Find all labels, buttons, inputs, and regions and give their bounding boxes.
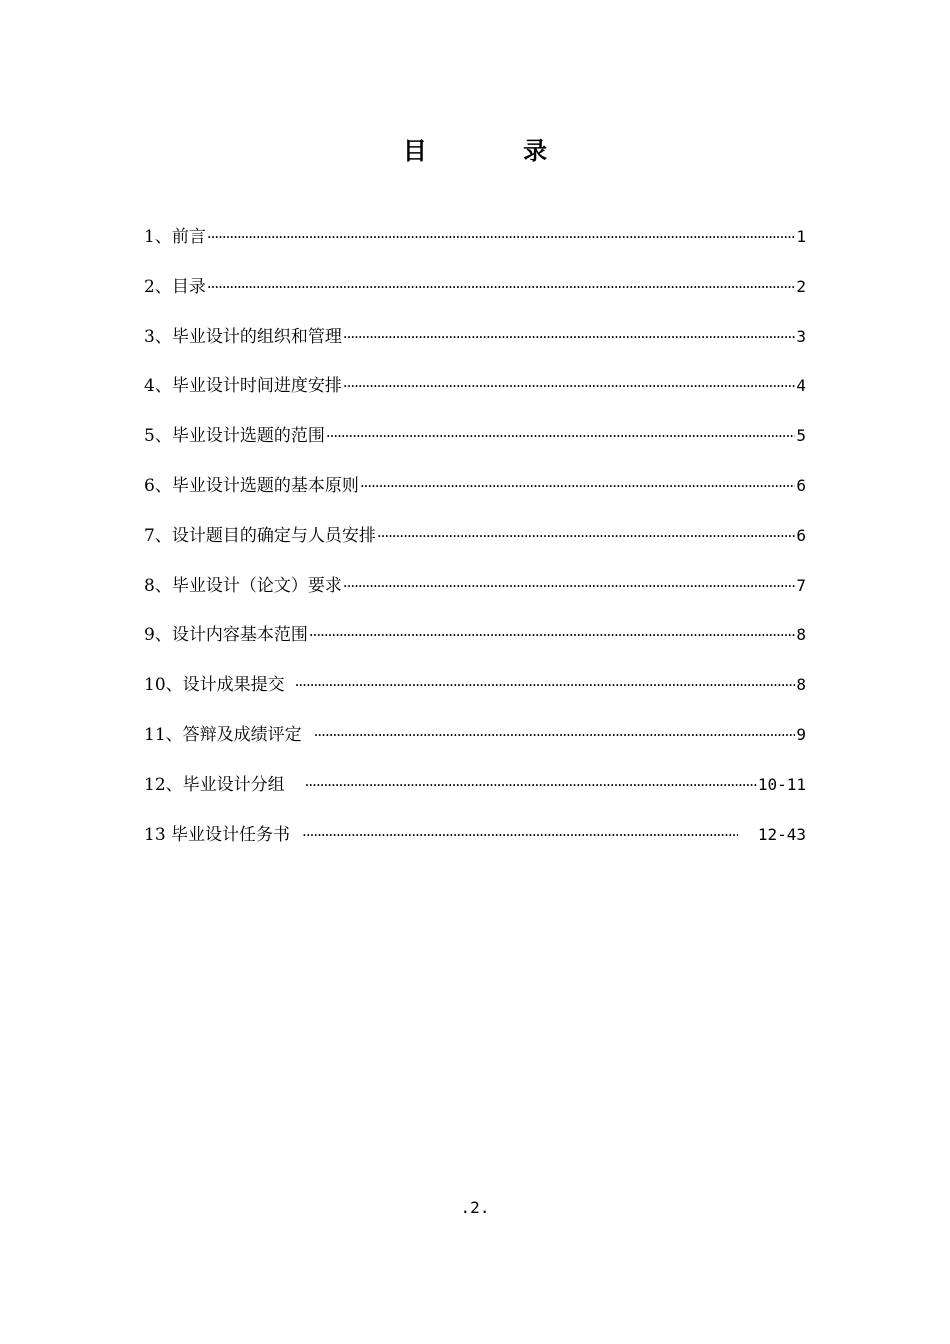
toc-entry-label: 7、设计题目的确定与人员安排 [144,525,376,546]
toc-entry-page: 6 [796,525,806,545]
toc-entry-label: 10、设计成果提交 [144,675,285,696]
toc-entry-label: 4、毕业设计时间进度安排 [144,376,342,397]
toc-entry-label: 9、设计内容基本范围 [144,625,308,646]
toc-entry[interactable] [144,274,806,324]
toc-leader-dots [207,224,796,250]
toc-leader-dots [207,274,796,300]
toc-entry[interactable] [144,423,806,473]
toc-entry[interactable] [144,373,806,423]
toc-entry-page: 8 [796,675,806,695]
toc-entry[interactable] [144,622,806,672]
toc-entry[interactable] [144,523,806,573]
toc-leader-dots [360,473,796,499]
toc-leader-dots [343,324,796,350]
toc-entry-label: 13 毕业设计任务书 [144,824,291,845]
toc-entry-label: 5、毕业设计选题的范围 [144,426,325,447]
toc-leader-dots [343,573,796,599]
toc-entry-page: 3 [796,326,806,346]
toc-leader-dots [309,622,796,648]
toc-entry-page: 2 [796,276,806,296]
table-of-contents [144,224,806,871]
toc-entry-page: 8 [796,625,806,645]
toc-entry[interactable] [144,573,806,623]
toc-leader-dots [326,423,796,449]
toc-entry[interactable] [144,324,806,374]
page-number: .2. [460,1198,490,1217]
toc-entry-label: 8、毕业设计（论文）要求 [144,575,342,596]
toc-leader-dots [305,772,757,798]
toc-entry[interactable] [144,722,806,772]
toc-leader-dots [295,672,796,698]
toc-entry-page: 10-11 [757,774,806,794]
toc-entry-page: 4 [796,376,806,396]
toc-entry[interactable] [144,822,806,872]
toc-entry-label: 2、目录 [144,276,206,297]
toc-entry[interactable] [144,224,806,274]
toc-entry-page: 7 [796,575,806,595]
toc-entry-page: 12-43 [757,824,806,844]
toc-entry-page: 1 [796,227,806,246]
toc-entry-label: 11、答辩及成绩评定 [144,724,302,745]
toc-entry[interactable] [144,772,806,822]
page-title: 目 录 [402,137,592,165]
toc-entry[interactable] [144,672,806,722]
toc-leader-dots [343,373,796,399]
toc-entry-label: 6、毕业设计选题的基本原则 [144,475,359,496]
toc-entry-label: 12、毕业设计分组 [144,774,285,795]
toc-entry[interactable] [144,473,806,523]
toc-entry-label: 3、毕业设计的组织和管理 [144,326,342,347]
toc-entry-label: 1、前言 [144,227,206,247]
toc-entry-page: 6 [796,475,806,495]
toc-leader-dots [302,822,738,848]
toc-entry-page: 5 [796,426,806,446]
toc-leader-dots [314,722,796,748]
toc-entry-page: 9 [796,724,806,744]
toc-leader-dots [377,523,796,549]
